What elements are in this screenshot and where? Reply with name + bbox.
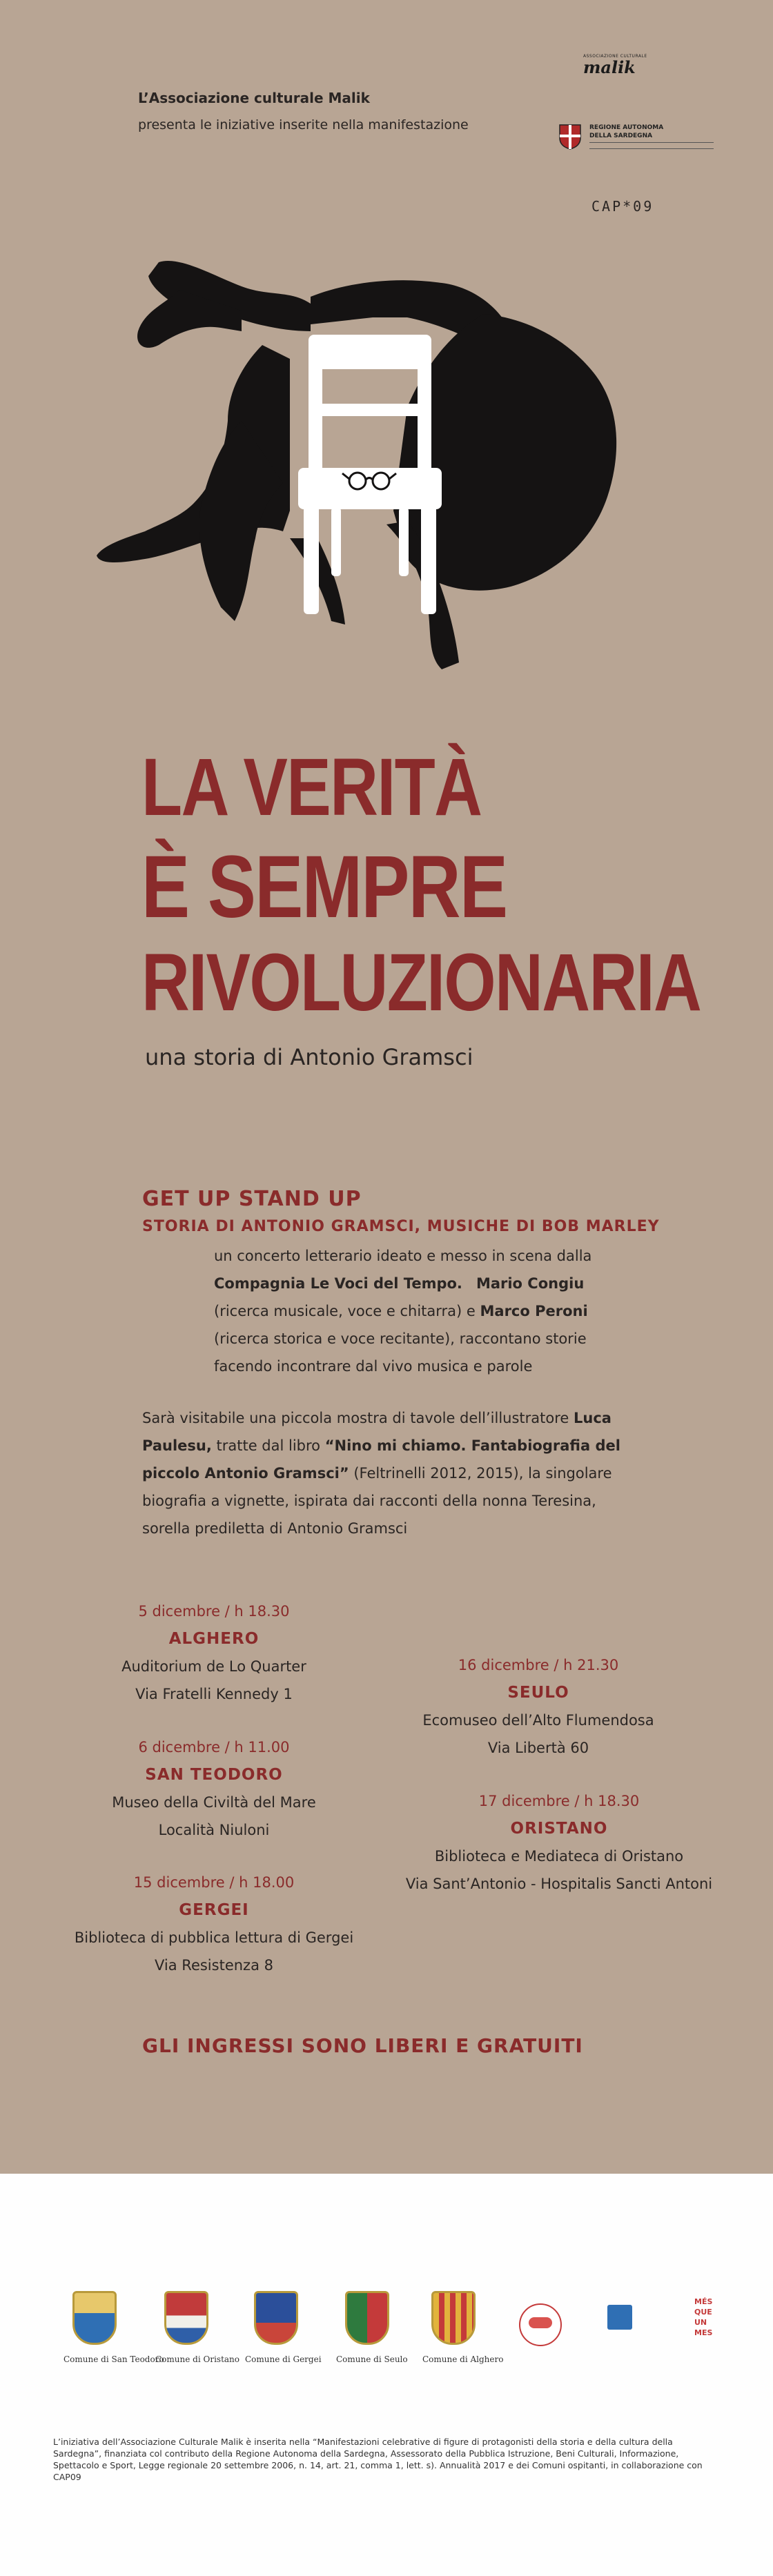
comune-label: Comune di Alghero — [422, 2354, 504, 2364]
mes-line-2: QUE — [694, 2308, 712, 2317]
desc2-a: Sarà visitabile una piccola mostra di tavole dell’illustratore — [142, 1410, 574, 1426]
red-circle-logo-mark — [529, 2317, 552, 2328]
address: Località Niuloni — [158, 1822, 270, 1838]
venue: Auditorium de Lo Quarter — [121, 1658, 306, 1675]
venue: Museo della Civiltà del Mare — [112, 1794, 316, 1811]
logo-comune-gergei — [245, 2291, 322, 2364]
desc1-g: (ricerca storica e voce recitante), raccontano storie facendo incontrare dal vivo musica e parole — [214, 1330, 587, 1375]
subtitle: una storia di Antonio Gramsci — [145, 1044, 473, 1070]
alghero-crest-icon — [431, 2291, 476, 2345]
comune-label: Comune di San Teodoro — [63, 2354, 164, 2364]
san-teodoro-crest-icon — [72, 2291, 117, 2345]
date: 17 dicembre / h 18.30 — [478, 1793, 640, 1809]
event-date-san-teodoro — [83, 1733, 345, 1844]
mes-que-un-mes-logo — [694, 2297, 722, 2338]
address: Via Sant’Antonio - Hospitalis Sancti Antoni — [405, 1876, 713, 1892]
event-date-gergei — [62, 1869, 366, 1979]
association-name: L’Associazione culturale Malik — [138, 90, 370, 106]
date: 16 dicembre / h 21.30 — [458, 1657, 619, 1673]
event-date-oristano — [386, 1787, 732, 1898]
venue: Biblioteca di pubblica lettura di Gergei — [74, 1929, 354, 1946]
city: SAN TEODORO — [145, 1766, 283, 1784]
desc2-c: tratte dal libro — [211, 1437, 325, 1454]
exhibition-description — [142, 1404, 625, 1542]
desc2-book: “Nino mi chiamo. Fantabiografia del piccolo Antonio Gramsci” — [142, 1437, 620, 1482]
address: Via Resistenza 8 — [155, 1957, 273, 1974]
oristano-crest-icon — [164, 2291, 208, 2345]
region-name-1: REGIONE AUTONOMA — [589, 124, 664, 131]
venue: Biblioteca e Mediateca di Oristano — [434, 1848, 684, 1865]
red-circle-logo — [519, 2303, 562, 2346]
title-line-2: È SEMPRE — [141, 838, 507, 936]
event-description — [214, 1242, 614, 1380]
mes-line-3: UN — [694, 2318, 707, 2327]
desc1-c — [462, 1275, 476, 1292]
desc2-e: (Feltrinelli 2012, 2015), la singolare biografia a vignette, ispirata dai racconti della nonna Teresina, sorella prediletta di Antonio Gramsci — [142, 1465, 612, 1537]
blue-square-logo — [607, 2305, 635, 2332]
comune-label: Comune di Oristano — [155, 2354, 239, 2364]
logo-comune-alghero — [422, 2291, 504, 2364]
event-heading: GET UP STAND UP — [142, 1187, 362, 1211]
title-line-1: LA VERITÀ — [141, 742, 482, 833]
chair-silhouette-illustration — [83, 248, 690, 676]
date: 15 dicembre / h 18.00 — [133, 1874, 295, 1891]
region-name-2: DELLA SARDEGNA — [589, 132, 653, 139]
title-line-3: RIVOLUZIONARIA — [141, 937, 701, 1028]
desc1-a: un concerto letterario ideato e messo in scena dalla — [214, 1248, 592, 1264]
event-date-alghero — [83, 1597, 345, 1708]
malik-logo — [583, 54, 680, 81]
malik-logo-small: ASSOCIAZIONE CULTURALE — [583, 54, 647, 59]
cap09-label: CAP*09 — [591, 198, 654, 215]
date: 6 dicembre / h 11.00 — [138, 1739, 290, 1756]
city: GERGEI — [179, 1901, 249, 1919]
region-emblem-icon — [558, 123, 583, 150]
city: SEULO — [507, 1684, 569, 1702]
sponsor-footer — [0, 2174, 773, 2576]
city: ORISTANO — [510, 1820, 608, 1838]
event-date-seulo — [386, 1651, 690, 1762]
free-entry-notice: GLI INGRESSI SONO LIBERI E GRATUITI — [142, 2034, 583, 2057]
city: ALGHERO — [168, 1630, 260, 1648]
desc1-e: (ricerca musicale, voce e chitarra) e — [214, 1303, 480, 1319]
logo-comune-seulo — [336, 2291, 408, 2364]
presents-line: presenta le iniziative inserite nella manifestazione — [138, 117, 469, 132]
desc1-congiu: Mario Congiu — [476, 1275, 585, 1292]
venue: Ecomuseo dell’Alto Flumendosa — [422, 1712, 654, 1729]
logo-comune-san-teodoro — [63, 2291, 164, 2364]
logo-comune-oristano — [155, 2291, 239, 2364]
desc1-company: Compagnia Le Voci del Tempo. — [214, 1275, 462, 1292]
funding-disclaimer: L’iniziativa dell’Associazione Culturale Malik è inserita nella “Manifestazioni celebrative di figure di protagonisti della storia e della cultura della Sardegna”, finanziata col contributo della Regione Autonoma della Sardegna, Assessorato della Pubblica Istruzione, Beni Culturali, Informazione, Spettacolo e Sport, Legge regionale 20 settembre 2006, n. 14, art. 21, comma 1, lett. s). Annualità 2017 e dei Comuni ospitanti, in collaborazione con CAP09 — [53, 2437, 703, 2482]
event-subheading: STORIA DI ANTONIO GRAMSCI, MUSICHE DI BOB MARLEY — [142, 1218, 660, 1235]
comune-label: Comune di Seulo — [336, 2354, 408, 2364]
desc2-illustrator: Luca Paulesu, — [142, 1410, 611, 1454]
address: Via Fratelli Kennedy 1 — [135, 1686, 293, 1702]
seulo-crest-icon — [345, 2291, 389, 2345]
blue-square-logo-mark — [607, 2305, 632, 2330]
black-silhouette — [97, 261, 616, 669]
mes-line-4: MES — [694, 2328, 713, 2337]
gergei-crest-icon — [254, 2291, 298, 2345]
desc1-peroni: Marco Peroni — [480, 1303, 588, 1319]
mes-line-1: MÉS — [694, 2297, 713, 2306]
comune-label: Comune di Gergei — [245, 2354, 322, 2364]
region-subtext — [589, 142, 714, 149]
malik-logo-text: malik — [583, 57, 636, 77]
address: Via Libertà 60 — [487, 1740, 589, 1756]
date: 5 dicembre / h 18.30 — [138, 1603, 290, 1620]
region-logo — [558, 123, 723, 157]
